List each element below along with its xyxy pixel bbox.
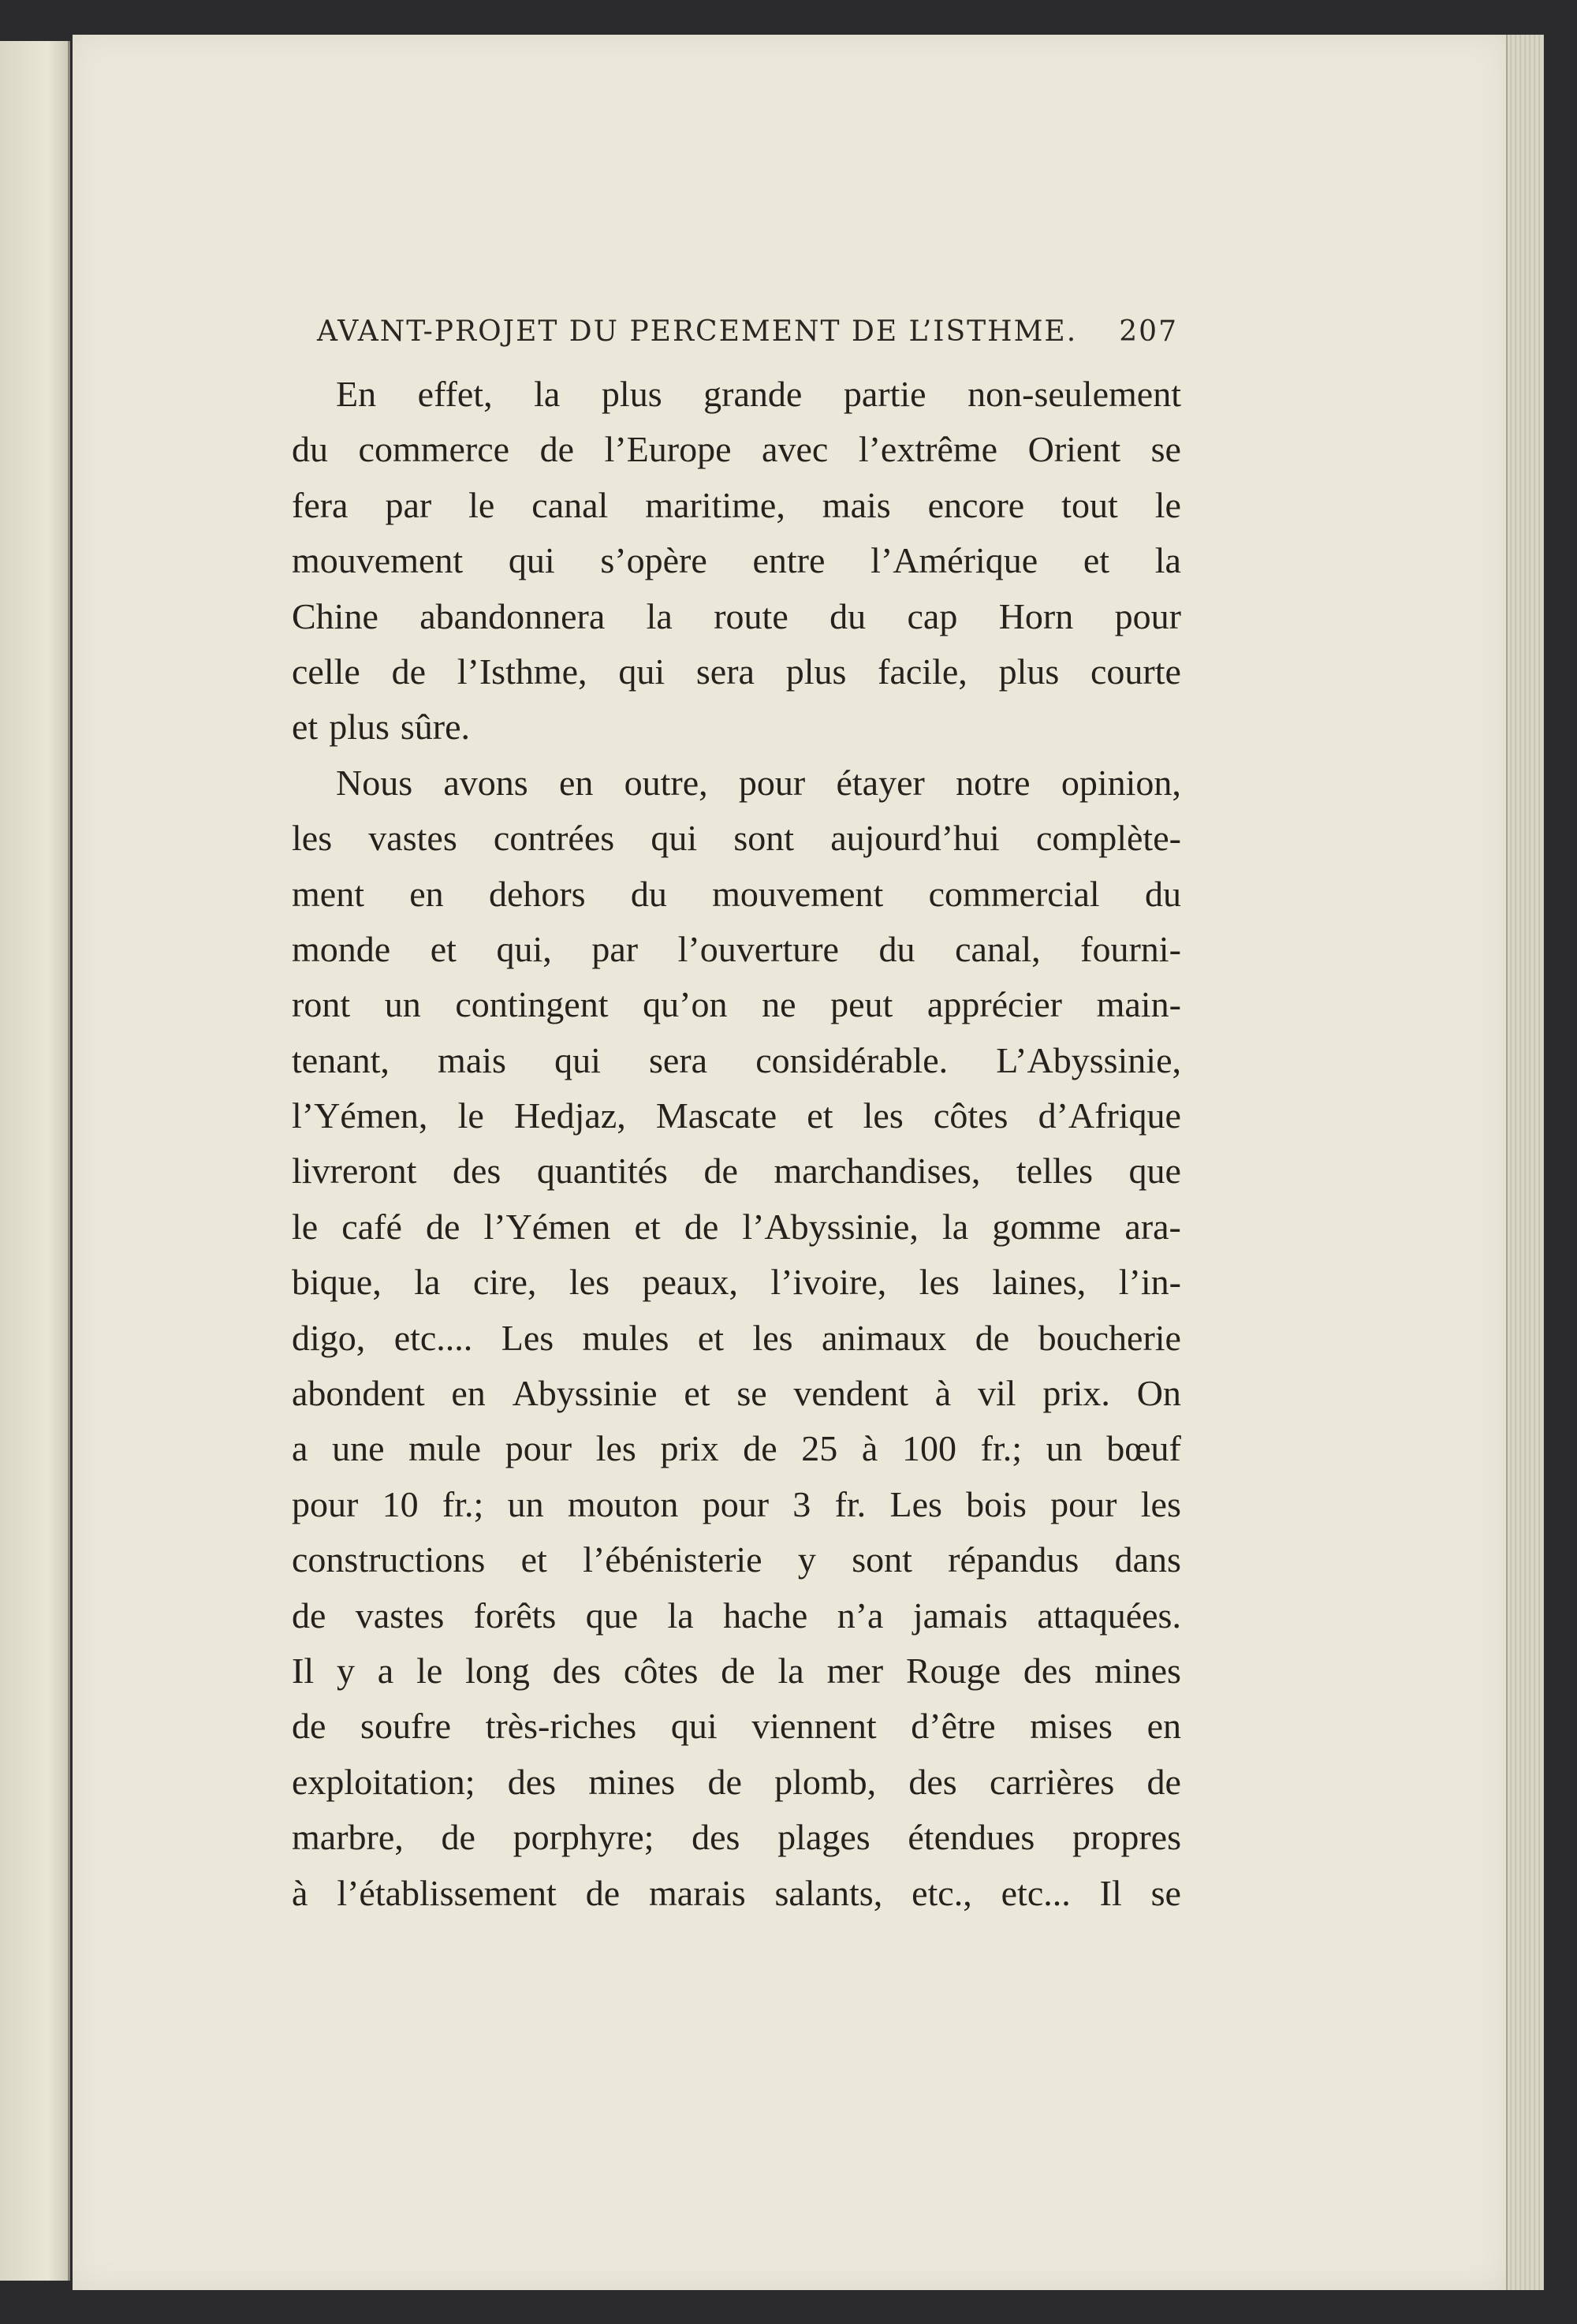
word: mais xyxy=(822,484,891,525)
word: de xyxy=(425,1206,460,1247)
word: entre xyxy=(752,540,826,581)
text-line xyxy=(292,1532,1181,1587)
word: qui xyxy=(554,1039,601,1080)
word: 10 xyxy=(382,1483,419,1524)
word: et xyxy=(697,1317,725,1358)
word: pour xyxy=(505,1428,572,1469)
word: peaux, xyxy=(642,1262,738,1303)
word: bois xyxy=(966,1483,1027,1524)
word: de xyxy=(292,1706,326,1747)
word: mouvement xyxy=(712,873,884,914)
word: que xyxy=(585,1595,639,1636)
word: à xyxy=(861,1428,878,1469)
page-number: 207 xyxy=(1119,315,1178,348)
word: que xyxy=(1128,1151,1181,1192)
word: marchandises, xyxy=(774,1151,981,1192)
word: telles xyxy=(1016,1151,1093,1192)
word: de xyxy=(707,1761,742,1802)
word: l’Yémen, xyxy=(292,1095,428,1136)
word: l’Amérique xyxy=(871,540,1038,581)
word: et xyxy=(292,707,319,748)
word: qu’on xyxy=(643,984,728,1025)
word: Hedjaz, xyxy=(513,1095,626,1136)
word: boucherie xyxy=(1038,1317,1181,1358)
word: prix. xyxy=(1042,1373,1110,1414)
text-line xyxy=(292,1810,1181,1865)
word: En xyxy=(336,374,377,414)
word: canal xyxy=(531,484,609,525)
word: vendent xyxy=(793,1373,909,1414)
word: courte xyxy=(1090,651,1181,692)
word: des xyxy=(552,1650,602,1691)
text-line xyxy=(292,922,1181,977)
word: marais xyxy=(649,1872,746,1913)
word: le xyxy=(416,1650,443,1691)
word: livreront xyxy=(292,1151,417,1192)
word: par xyxy=(591,928,639,969)
word: des xyxy=(1023,1650,1072,1691)
word: hache xyxy=(723,1595,808,1636)
word: la xyxy=(646,595,673,636)
text-line xyxy=(292,589,1181,644)
word: de xyxy=(292,1595,326,1636)
text-line xyxy=(292,977,1181,1032)
word: les xyxy=(595,1428,636,1469)
word: laines, xyxy=(992,1262,1087,1303)
word: café xyxy=(341,1206,402,1247)
word: vil xyxy=(977,1373,1016,1414)
word: animaux xyxy=(821,1317,947,1358)
word: et xyxy=(634,1206,661,1247)
word: quantités xyxy=(536,1151,668,1192)
text-line xyxy=(292,867,1181,922)
word: mines xyxy=(588,1761,676,1802)
word: des xyxy=(507,1761,557,1802)
word: pour xyxy=(738,762,806,803)
word: porphyre; xyxy=(513,1817,654,1858)
word: en xyxy=(409,873,444,914)
word: de xyxy=(684,1206,719,1247)
word: pour xyxy=(1050,1483,1117,1524)
word: 100 xyxy=(901,1428,956,1469)
word: à xyxy=(292,1872,308,1913)
word: de xyxy=(1146,1761,1181,1802)
word: et xyxy=(684,1373,710,1414)
word: du xyxy=(292,429,328,470)
word: Horn xyxy=(998,595,1074,636)
word: de xyxy=(721,1650,755,1691)
word: qui xyxy=(670,1706,718,1747)
word: notre xyxy=(956,762,1031,803)
word: la xyxy=(534,374,561,414)
word: Il xyxy=(1099,1872,1122,1913)
word: fr. xyxy=(834,1483,867,1524)
word: etc.... xyxy=(393,1317,473,1358)
text-line xyxy=(292,1033,1181,1088)
word: soufre xyxy=(360,1706,452,1747)
word: l’Yémen xyxy=(483,1206,611,1247)
word: et xyxy=(430,928,457,969)
word: encore xyxy=(927,484,1025,525)
word: avec xyxy=(762,429,829,470)
word: prix xyxy=(660,1428,719,1469)
word: Il xyxy=(292,1650,315,1691)
word: en xyxy=(1146,1706,1181,1747)
word: répandus xyxy=(948,1539,1079,1580)
word: l’ébénisterie xyxy=(583,1539,762,1580)
word: de xyxy=(975,1317,1010,1358)
word: sont xyxy=(852,1539,912,1580)
word: outre, xyxy=(624,762,708,803)
word: contrées xyxy=(493,818,615,859)
word: plomb, xyxy=(774,1761,877,1802)
word: salants, xyxy=(774,1872,883,1913)
word: maritime, xyxy=(645,484,785,525)
word: la xyxy=(414,1262,441,1303)
word: propres xyxy=(1072,1817,1181,1858)
word: etc., xyxy=(912,1872,972,1913)
word: vastes xyxy=(368,818,457,859)
word: étayer xyxy=(836,762,925,803)
word: abandonnera xyxy=(419,595,606,636)
word: l’in- xyxy=(1118,1262,1181,1303)
word: Les xyxy=(889,1483,942,1524)
word: les xyxy=(1140,1483,1181,1524)
word: la xyxy=(777,1650,804,1691)
word: 25 xyxy=(801,1428,838,1469)
word: l’ouverture xyxy=(677,928,839,969)
word: qui xyxy=(618,651,665,692)
word: long xyxy=(465,1650,530,1691)
word: partie xyxy=(843,374,926,414)
facing-page-edge xyxy=(0,41,70,2281)
word: en xyxy=(558,762,594,803)
word: des xyxy=(908,1761,957,1802)
word: canal, xyxy=(955,928,1041,969)
word: de xyxy=(391,651,426,692)
word: sera xyxy=(649,1039,708,1080)
word: plus xyxy=(329,707,390,748)
word: Nous xyxy=(336,762,413,803)
word: sûre. xyxy=(400,707,471,748)
word: main- xyxy=(1096,984,1181,1025)
word: 3 xyxy=(792,1483,811,1524)
word: vastes xyxy=(355,1595,445,1636)
word: plus xyxy=(601,374,662,414)
word: fr.; xyxy=(980,1428,1023,1469)
body-text xyxy=(292,367,1181,1921)
word: qui, xyxy=(496,928,552,969)
word: les xyxy=(292,818,333,859)
word: Mascate xyxy=(655,1095,777,1136)
text-line xyxy=(292,1143,1181,1199)
word: sera xyxy=(695,651,755,692)
text-line xyxy=(292,1588,1181,1643)
word: cap xyxy=(907,595,958,636)
word: Rouge xyxy=(905,1650,1001,1691)
word: commerce xyxy=(358,429,510,470)
word: effet, xyxy=(417,374,493,414)
word: Abyssinie xyxy=(512,1373,658,1414)
text-line xyxy=(292,367,1181,422)
word: d’être xyxy=(911,1706,996,1747)
word: non-seulement xyxy=(967,374,1181,414)
word: considérable. xyxy=(755,1039,949,1080)
text-line xyxy=(292,1477,1181,1532)
word: exploitation; xyxy=(292,1761,475,1802)
word: jamais xyxy=(912,1595,1008,1636)
word: mais xyxy=(438,1039,506,1080)
word: fr.; xyxy=(442,1483,484,1524)
text-line xyxy=(292,533,1181,588)
word: constructions xyxy=(292,1539,486,1580)
word: de xyxy=(743,1428,777,1469)
running-title: AVANT-PROJET DU PERCEMENT DE L’ISTHME. xyxy=(317,315,1078,348)
word: un xyxy=(384,984,421,1025)
word: Chine xyxy=(292,595,378,636)
word: côtes xyxy=(623,1650,699,1691)
word: mule xyxy=(408,1428,482,1469)
word: avons xyxy=(443,762,528,803)
word: s’opère xyxy=(600,540,707,581)
word: une xyxy=(332,1428,385,1469)
text-line xyxy=(292,811,1181,866)
word: tenant, xyxy=(292,1039,390,1080)
word: digo, xyxy=(292,1317,366,1358)
word: tout xyxy=(1061,484,1118,525)
word: bœuf xyxy=(1106,1428,1181,1469)
word: peut xyxy=(830,984,893,1025)
word: l’extrême xyxy=(858,429,998,470)
word: du xyxy=(830,595,867,636)
word: plus xyxy=(785,651,847,692)
word: la xyxy=(1154,540,1181,581)
word: marbre, xyxy=(292,1817,404,1858)
word: n’a xyxy=(837,1595,884,1636)
word: qui xyxy=(651,818,698,859)
text-line xyxy=(292,1311,1181,1366)
word: et xyxy=(1083,540,1110,581)
word: le xyxy=(457,1095,484,1136)
page-stack-edge xyxy=(1506,35,1544,2290)
word: et xyxy=(807,1095,833,1136)
word: aujourd’hui xyxy=(830,818,1000,859)
word: fera xyxy=(292,484,349,525)
word: le xyxy=(468,484,495,525)
word: de xyxy=(703,1151,738,1192)
word: l’Europe xyxy=(604,429,732,470)
word: Les xyxy=(501,1317,554,1358)
word: dans xyxy=(1114,1539,1181,1580)
word: ne xyxy=(762,984,796,1025)
text-line xyxy=(292,1755,1181,1810)
text-line xyxy=(292,1699,1181,1754)
word: en xyxy=(451,1373,486,1414)
text-line xyxy=(292,1866,1181,1921)
word: On xyxy=(1136,1373,1181,1414)
word: pour xyxy=(702,1483,770,1524)
word: à xyxy=(934,1373,952,1414)
text-line xyxy=(292,1199,1181,1255)
paragraph xyxy=(292,755,1181,1921)
text-line xyxy=(292,478,1181,533)
word: contingent xyxy=(455,984,609,1025)
word: ront xyxy=(292,984,351,1025)
word: l’ivoire, xyxy=(770,1262,887,1303)
word: commercial xyxy=(928,873,1100,914)
text-line xyxy=(292,1643,1181,1699)
word: mines xyxy=(1094,1650,1181,1691)
word: abondent xyxy=(292,1373,425,1414)
running-header xyxy=(317,315,1178,348)
word: a xyxy=(377,1650,394,1691)
word: carrières xyxy=(989,1761,1115,1802)
word: qui xyxy=(508,540,555,581)
text-line xyxy=(292,1088,1181,1143)
word: de xyxy=(539,429,575,470)
word: bique, xyxy=(292,1262,382,1303)
word: mules xyxy=(582,1317,669,1358)
word: plus xyxy=(998,651,1060,692)
word: la xyxy=(942,1206,969,1247)
paragraph xyxy=(292,367,1181,755)
word: mouton xyxy=(567,1483,679,1524)
word: et xyxy=(520,1539,547,1580)
word: dehors xyxy=(488,873,586,914)
word: pour xyxy=(292,1483,359,1524)
word: a xyxy=(292,1428,308,1469)
word: celle xyxy=(292,651,360,692)
word: Orient xyxy=(1027,429,1121,470)
word: facile, xyxy=(878,651,967,692)
word: un xyxy=(1046,1428,1083,1469)
word: ment xyxy=(292,873,364,914)
word: de xyxy=(441,1817,475,1858)
word: apprécier xyxy=(926,984,1062,1025)
word: complète- xyxy=(1036,818,1181,859)
word: étendues xyxy=(908,1817,1035,1858)
word: mer xyxy=(826,1650,884,1691)
word: se xyxy=(1150,1872,1181,1913)
word: du xyxy=(1144,873,1181,914)
word: le xyxy=(292,1206,319,1247)
word: L’Abyssinie, xyxy=(996,1039,1181,1080)
text-line xyxy=(292,422,1181,477)
text-line xyxy=(292,699,1181,755)
word: les xyxy=(569,1262,610,1303)
word: monde xyxy=(292,928,391,969)
word: côtes xyxy=(933,1095,1008,1136)
word: gomme xyxy=(992,1206,1102,1247)
word: les xyxy=(863,1095,904,1136)
word: etc... xyxy=(1001,1872,1071,1913)
text-line xyxy=(292,1421,1181,1476)
word: y xyxy=(797,1539,816,1580)
word: se xyxy=(1150,429,1181,470)
word: opinion, xyxy=(1061,762,1181,803)
word: les xyxy=(919,1262,960,1303)
word: l’Isthme, xyxy=(457,651,587,692)
word: route xyxy=(714,595,788,636)
word: l’établissement xyxy=(337,1872,557,1913)
text-line xyxy=(292,1255,1181,1310)
word: attaquées. xyxy=(1037,1595,1181,1636)
word: pour xyxy=(1114,595,1181,636)
word: par xyxy=(385,484,432,525)
word: d’Afrique xyxy=(1038,1095,1181,1136)
word: les xyxy=(752,1317,793,1358)
word: mouvement xyxy=(292,540,464,581)
word: du xyxy=(630,873,667,914)
word: grande xyxy=(703,374,803,414)
text-line xyxy=(292,755,1181,811)
word: forêts xyxy=(473,1595,557,1636)
word: mises xyxy=(1030,1706,1113,1747)
word: cire, xyxy=(472,1262,537,1303)
word: plages xyxy=(777,1817,871,1858)
word: ara- xyxy=(1124,1206,1181,1247)
word: très-riches xyxy=(485,1706,637,1747)
word: y xyxy=(336,1650,355,1691)
text-line xyxy=(292,644,1181,699)
word: des xyxy=(452,1151,501,1192)
word: la xyxy=(667,1595,694,1636)
word: viennent xyxy=(751,1706,877,1747)
word: du xyxy=(878,928,915,969)
word: fourni- xyxy=(1080,928,1181,969)
word: des xyxy=(692,1817,740,1858)
word: l’Abyssinie, xyxy=(742,1206,919,1247)
text-line xyxy=(292,1366,1181,1421)
word: le xyxy=(1154,484,1181,525)
word: de xyxy=(585,1872,621,1913)
word: un xyxy=(507,1483,544,1524)
word: sont xyxy=(733,818,795,859)
word: se xyxy=(736,1373,767,1414)
